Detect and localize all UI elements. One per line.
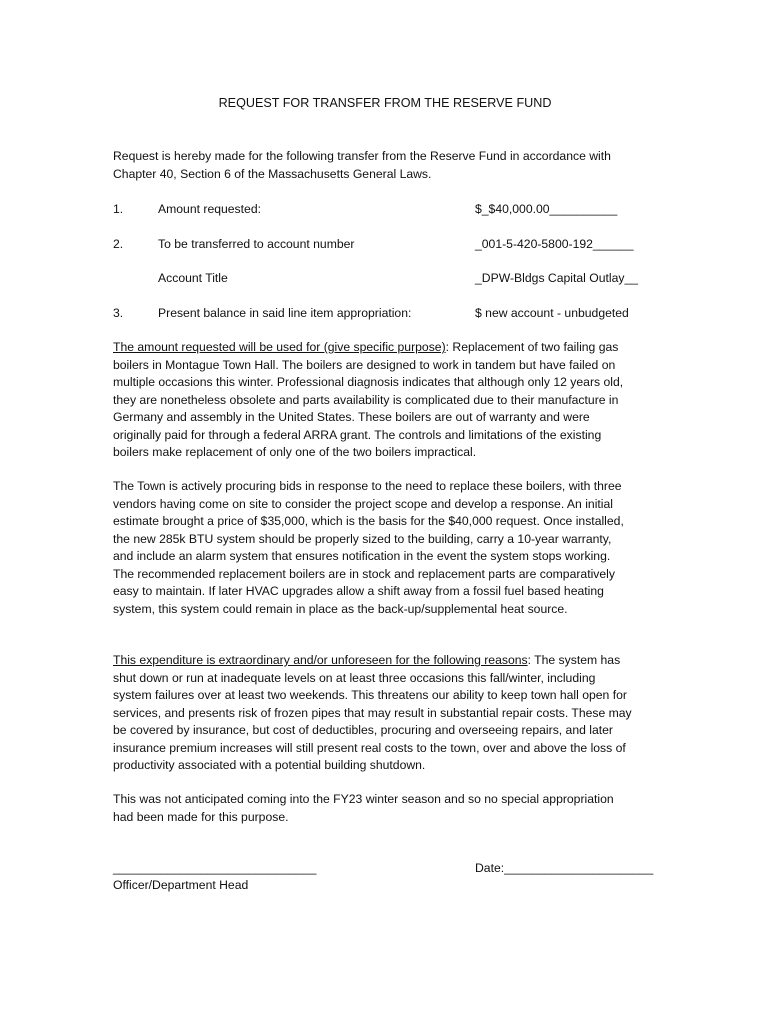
intro-paragraph [113,148,658,183]
closing-line: had been made for this purpose. [113,809,289,824]
reasons-line: be covered by insurance, but cost of deductibles, procuring and overseeing repairs, and later [113,723,613,737]
present-balance-value: $ new account - unbudgeted [475,306,629,320]
purpose-heading: The amount requested will be used for (give specific purpose) [113,340,446,354]
item-label: Present balance in said line item appropriation: [158,306,412,320]
document-title: REQUEST FOR TRANSFER FROM THE RESERVE FUND [218,96,552,110]
procurement-line: The recommended replacement boilers are in stock and replacement parts are comparatively [113,566,615,581]
purpose-line: they are nonetheless obsolete and parts availability is complicated due to their manufacture in [113,392,619,407]
intro-line: Request is hereby made for the following transfer from the Reserve Fund in accordance with [113,149,611,163]
procurement-line: and include an alarm system that ensures notification in the event the system stops working. [113,549,611,563]
item-number: 3. [113,306,124,320]
item-number: 1. [113,202,124,216]
reasons-line: system failures over at least two weekends. This threatens our ability to keep town hall open for [113,688,627,702]
item-label: To be transferred to account number [158,237,355,251]
procurement-line: easy to maintain. If later HVAC upgrades allow a shift away from a fossil fuel based heating [113,584,604,598]
reasons-paragraph [113,652,658,775]
reasons-line: productivity associated with a potential building shutdown. [113,758,426,772]
reasons-line: services, and presents risk of frozen pipes that may result in substantial repair costs. These may [113,705,632,720]
account-title-value: _DPW-Bldgs Capital Outlay__ [475,271,639,285]
purpose-line: originally paid for through a federal ARRA grant. The controls and limitations of the existing [113,427,602,442]
procurement-line: the new 285k BTU system should be properly sized to the building, carry a 10-year warranty, [113,531,612,546]
purpose-line: multiple occasions this winter. Professional diagnosis indicates that although only 12 years old, [113,375,624,389]
procurement-line: The Town is actively procuring bids in response to the need to replace these boilers, with three [113,479,622,493]
item-label: Amount requested: [158,202,261,216]
reasons-heading: This expenditure is extraordinary and/or unforeseen for the following reasons [113,653,528,667]
purpose-line [113,339,658,357]
signature-line: ______________________________ [113,861,317,875]
reasons-line [113,652,658,670]
purpose-paragraph [113,339,658,462]
procurement-paragraph [113,478,658,618]
item-label: Account Title [158,271,228,285]
purpose-line: Germany and assembly in the United States. These boilers are out of warranty and were [113,410,590,424]
procurement-line: estimate brought a price of $35,000, which is the basis for the $40,000 request. Once installed, [113,514,624,528]
procurement-line: vendors having come on site to consider the project scope and develop a response. An initial [113,496,613,511]
reasons-line: insurance premium increases will still present real costs to the town, over and above the loss of [113,740,626,755]
purpose-line: boilers in Montague Town Hall. The boilers are designed to work in tandem but have failed on [113,357,616,372]
closing-paragraph [113,791,658,826]
date-field: Date:______________________ [475,861,654,875]
procurement-line: system, this system could remain in place as the back-up/supplemental heat source. [113,601,568,616]
amount-requested-value: $_$40,000.00__________ [475,202,618,216]
reasons-line-text: : The system has [527,653,621,667]
account-number-value: _001-5-420-5800-192______ [475,237,634,251]
closing-line: This was not anticipated coming into the FY23 winter season and so no special appropriation [113,792,614,806]
intro-line: Chapter 40, Section 6 of the Massachusetts General Laws. [113,166,432,181]
purpose-line-text: : Replacement of two failing gas [445,340,619,354]
purpose-line: boilers make replacement of only one of the two boilers impractical. [113,445,477,459]
item-number: 2. [113,237,124,251]
reasons-line: shut down or run at inadequate levels on at least three occasions this fall/winter, including [113,670,596,685]
signature-label: Officer/Department Head [113,878,249,892]
